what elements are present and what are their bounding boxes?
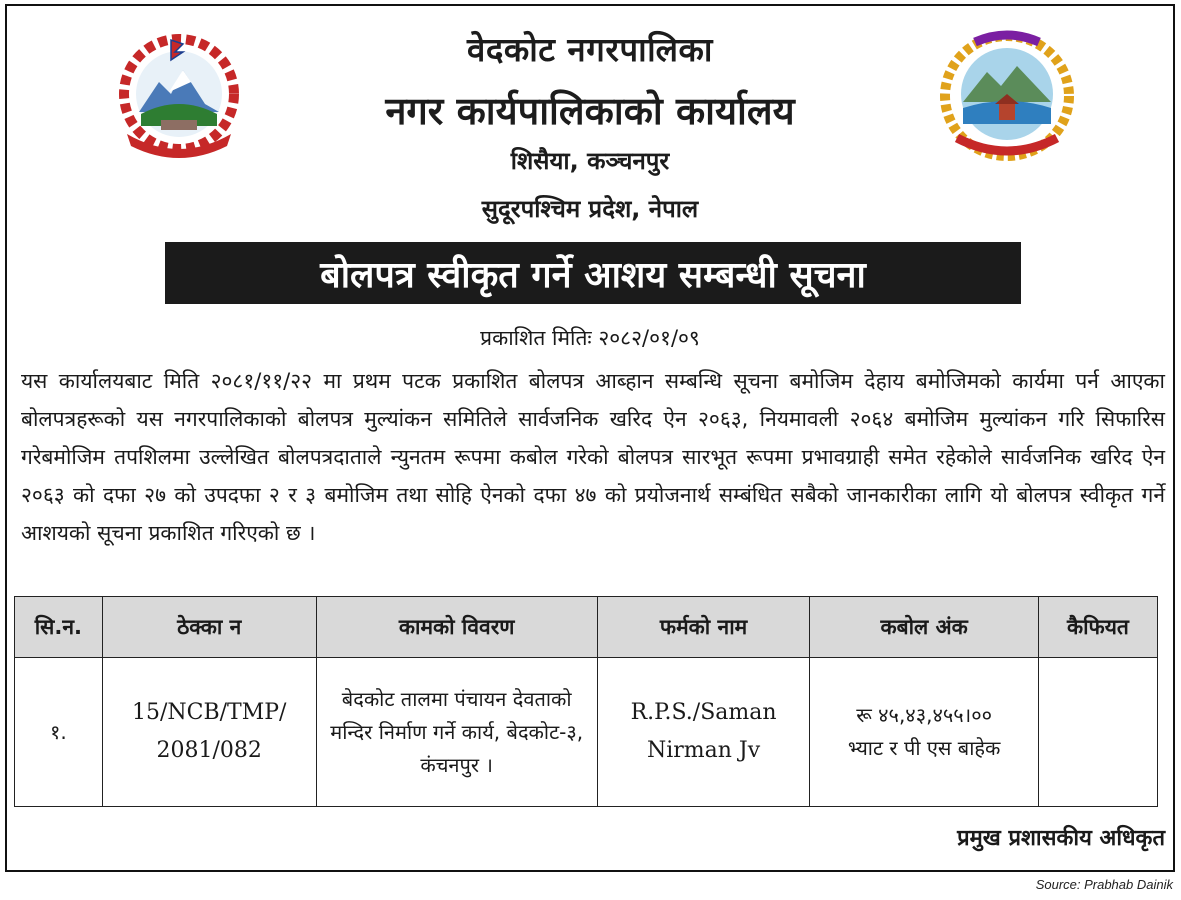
header-bid-amount: कबोल अंक: [810, 597, 1038, 658]
cell-bid-amount: [810, 658, 1038, 807]
notice-title: बोलपत्र स्वीकृत गर्ने आशय सम्बन्धी सूचना: [165, 242, 1021, 304]
header-contract-no: ठेक्का न: [102, 597, 316, 658]
notice-body: यस कार्यालयबाट मिति २०८१/११/२२ मा प्रथम पटक प्रकाशित बोलपत्र आब्हान सम्बन्धि सूचना बमोजिम देहाय बमोजिमको कार्यमा पर्न आएका बोलपत्रहरूको यस नगरपालिकाको बोलपत्र मुल्यांकन समितिले सार्वजनिक खरिद ऐन २०६३, नियमावली २०६४ बमोजिम मुल्यांकन गरि सिफारिस गरेबमोजिम तपशिलमा उल्लेखित बोलपत्रदाताले न्युनतम रूपमा कबोल गरेको बोलपत्र सारभूत रूपमा प्रभावग्राही समेत रहेकोले सार्वजनिक खरिद ऐन २०६३ को दफा २७ को उपदफा २ र ३ बमोजिम तथा सोहि ऐनको दफा ४७ को प्रयोजनार्थ सम्बंधित सबैको जानकारीका लागि यो बोलपत्र स्वीकृत गर्ने आशयको सूचना प्रकाशित गरिएको छ ।: [21, 369, 1165, 545]
signature-title: प्रमुख प्रशासकीय अधिकृत: [957, 826, 1165, 851]
office-address: शिसैया, कञ्चनपुर: [510, 147, 670, 175]
table-row: [15, 658, 1158, 807]
municipality-name: वेदकोट नगरपालिका: [467, 30, 713, 69]
table-header-row: [15, 597, 1158, 658]
header-remarks: कैफियत: [1038, 597, 1157, 658]
cell-firm-name: R.P.S./Saman Nirman Jv: [597, 658, 810, 807]
bid-amount-note: भ्याट र पी एस बाहेक: [847, 736, 1001, 760]
cell-work-description: बेदकोट तालमा पंचायन देवताको मन्दिर निर्माण गर्ने कार्य, बेदकोट-३, कंचनपुर ।: [316, 658, 597, 807]
header-firm-name: फर्मको नाम: [597, 597, 810, 658]
cell-remarks: [1038, 658, 1157, 807]
published-date: प्रकाशित मितिः २०८२/०१/०९: [480, 326, 700, 350]
header-sn: सि.न.: [15, 597, 103, 658]
cell-sn: १.: [15, 658, 103, 807]
office-name: नगर कार्यपालिकाको कार्यालय: [385, 89, 795, 133]
header-work-description: कामको विवरण: [316, 597, 597, 658]
bid-amount-value: रू ४५,४३,४५५।००: [856, 703, 993, 727]
cell-contract-no: 15/NCB/TMP/ 2081/082: [102, 658, 316, 807]
source-credit: Source: Prabhab Dainik: [1035, 877, 1173, 892]
tender-table: [14, 596, 1158, 807]
province-country: सुदूरपश्चिम प्रदेश, नेपाल: [481, 195, 699, 223]
